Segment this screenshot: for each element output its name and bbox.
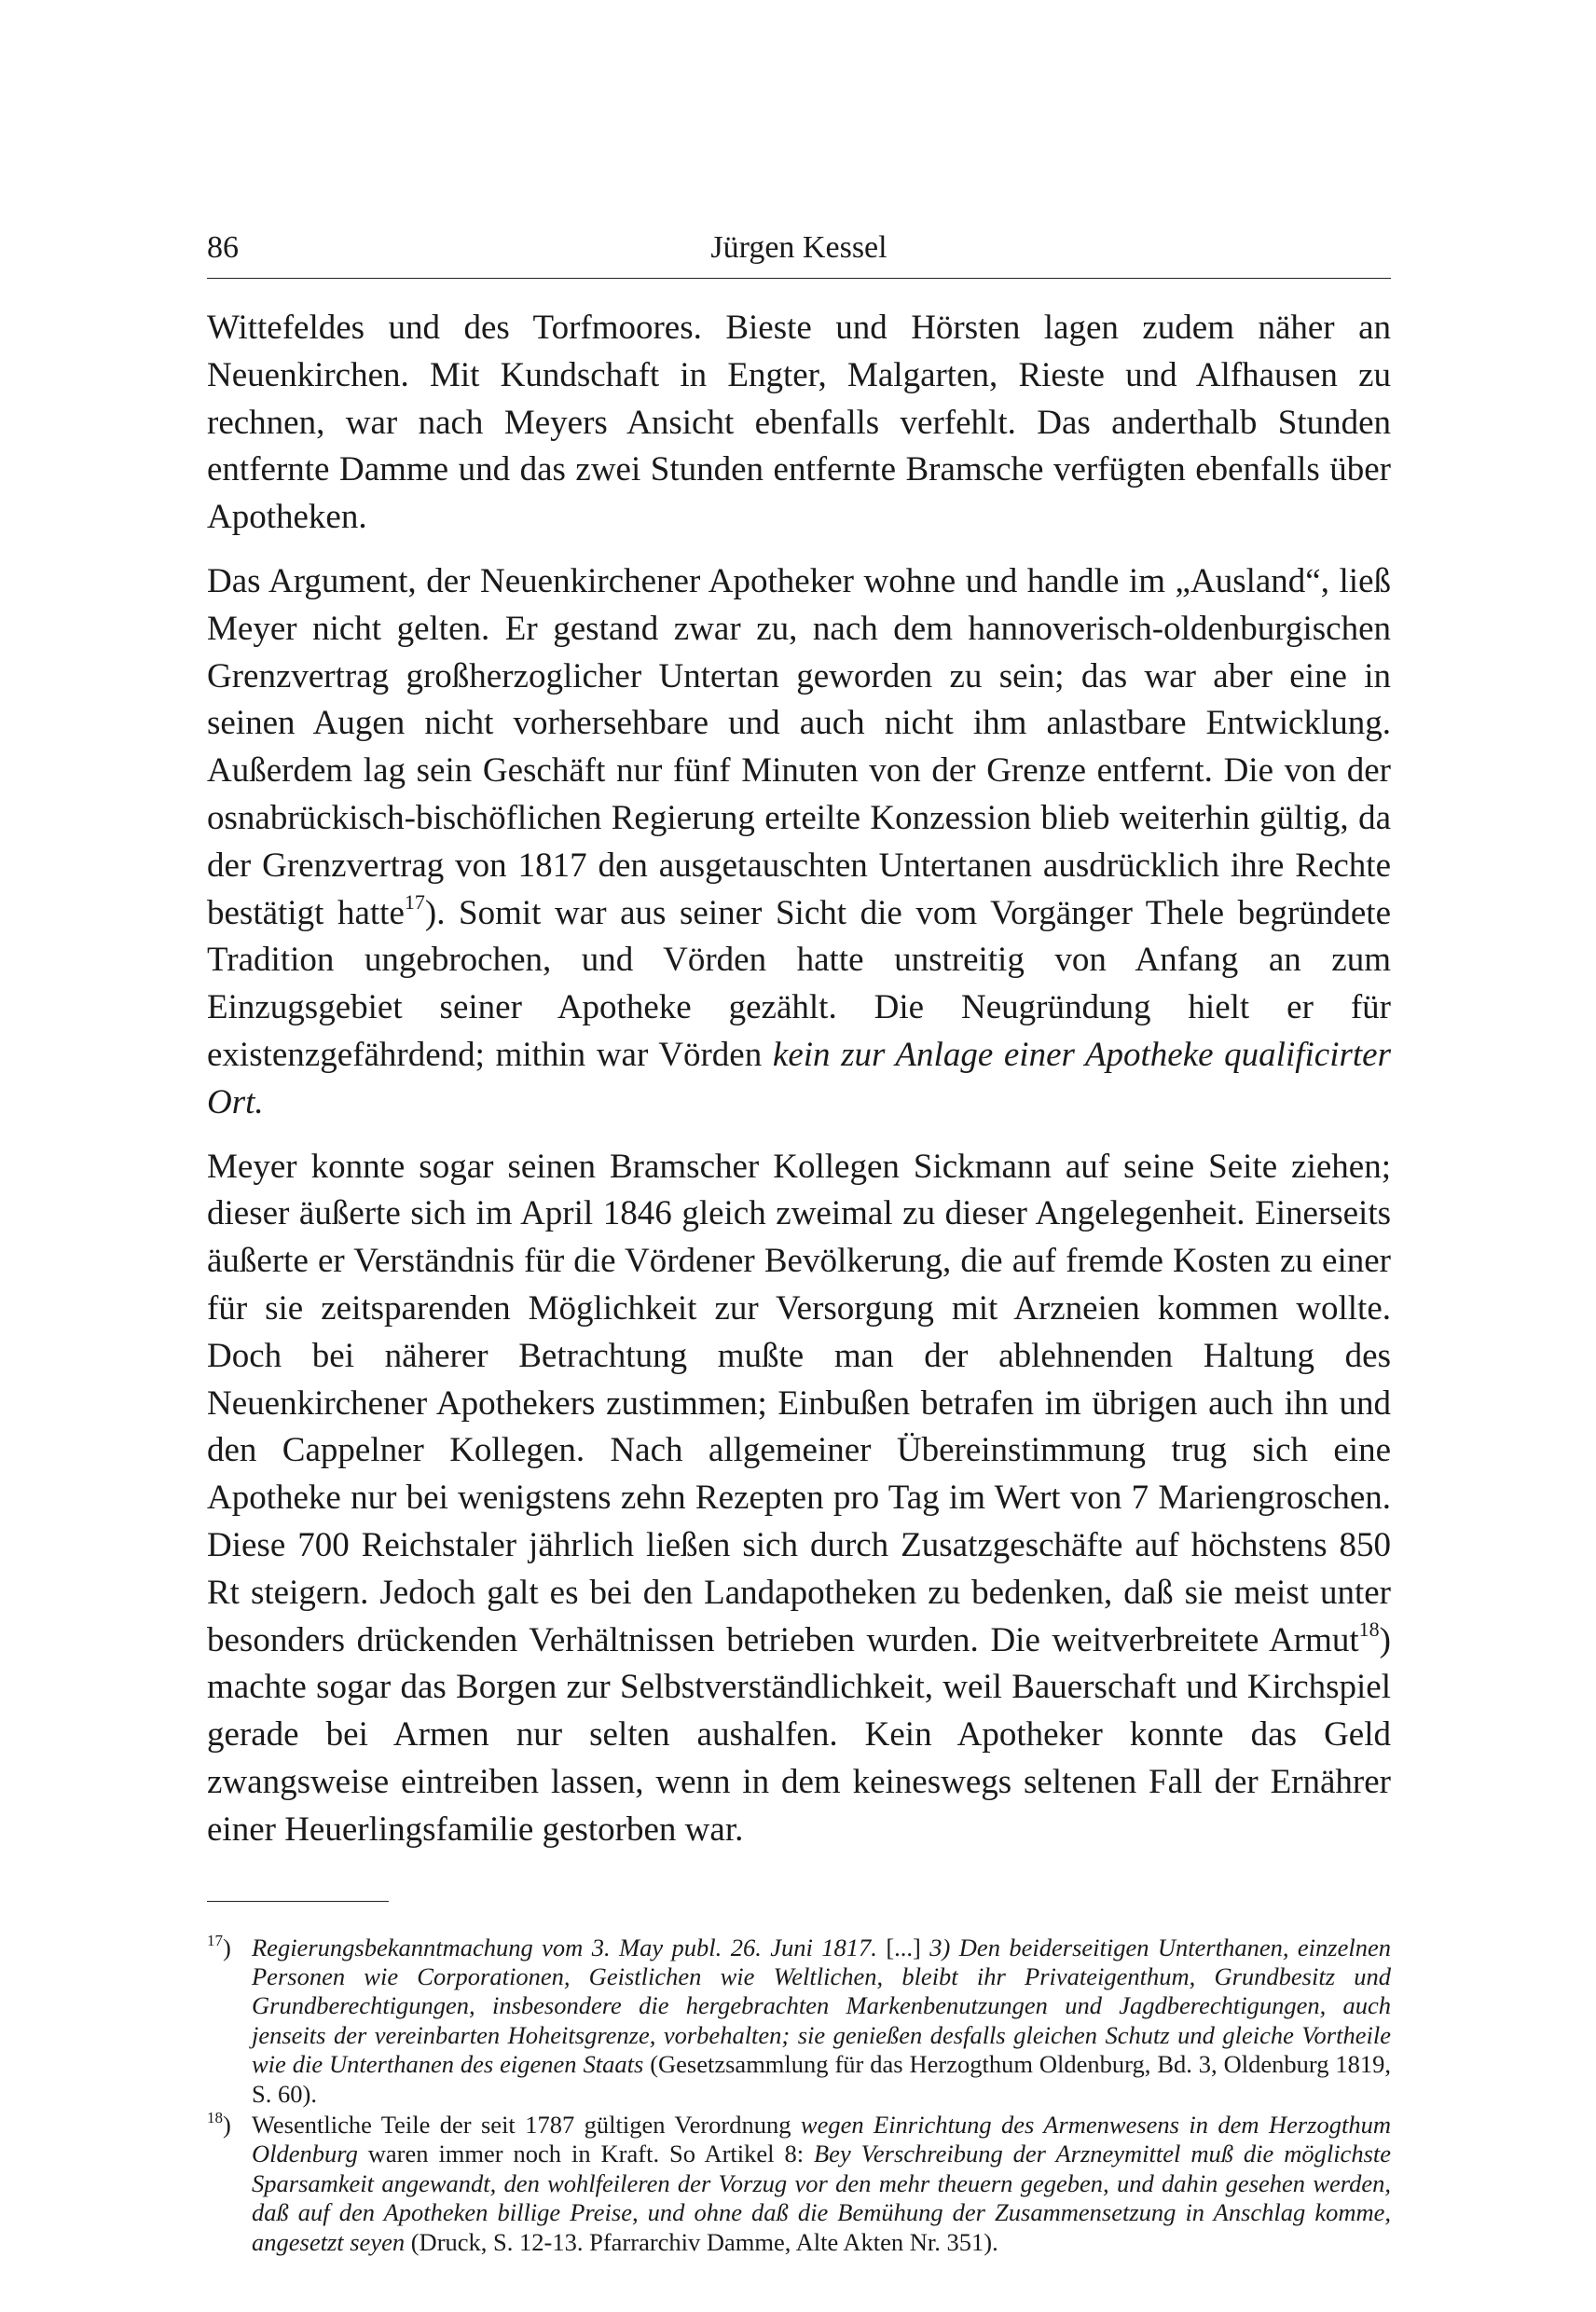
italic-quote: kein zur Anlage einer Apotheke qualificirter Ort. [207, 1035, 1392, 1122]
body-text [207, 305, 1391, 1854]
paragraph-2: Das Argument, der Neuenkirchener Apotheker wohne und handle im „Ausland“, ließ Meyer nicht gelten. Er gestand zwar zu, nach dem hannoverisch-oldenburgischen Grenzvertrag großherzoglicher Untertan geworden zu sein; das war aber eine in seinen Augen nicht vorhersehbare und auch nicht ihm anlastbare Entwicklung. Außerdem lag sein Geschäft nur fünf Minuten von der Grenze entfernt. Die von der osnabrückisch-bischöflichen Regierung erteilte Konzession blieb weiterhin gültig, da der Grenzvertrag von 1817 den ausgetauschten Untertanen ausdrücklich ihre Rechte bestätigt hatte$^{17}$). Somit war aus seiner Sicht die vom Vorgänger Thele begründete Tradition ungebrochen, und Vörden hatte unstreitig von Anfang an zum Einzugsgebiet seiner Apotheke gezählt. Die Neugründung hielt er für existenzgefährdend; mithin war Vörden kein zur Anlage einer Apotheke qualificirter Ort. [207, 561, 1392, 1122]
page [207, 224, 1391, 2259]
paragraph-3: Meyer konnte sogar seinen Bramscher Kollegen Sickmann auf seine Seite ziehen; dieser äußerte sich im April 1846 gleich zweimal zu dieser Angelegenheit. Einerseits äußerte er Verständnis für die Vördener Bevölkerung, die auf fremde Kosten zu einer für sie zeitsparenden Möglichkeit zur Versorgung mit Arzneien kommen wollte. Doch bei näherer Betrachtung mußte man der ablehnenden Haltung des Neuenkirchener Apothekers zustimmen; Einbußen betrafen im übrigen auch ihn und den Cappelner Kollegen. Nach allgemeiner Übereinstimmung trug sich eine Apotheke nur bei wenigstens zehn Rezepten pro Tag im Wert von 7 Mariengroschen. Diese 700 Reichstaler jährlich ließen sich durch Zusatzgeschäfte auf höchstens 850 Rt steigern. Jedoch galt es bei den Landapotheken zu bedenken, daß sie meist unter besonders drückenden Verhältnissen betrieben wurden. Die weitverbreitete Armut$^{18}$) machte sogar das Borgen zur Selbstverständlichkeit, weil Bauerschaft und Kirchspiel gerade bei Armen nur selten aushalfen. Kein Apotheker konnte das Geld zwangsweise eintreiben lassen, wenn in dem keineswegs seltenen Fall der Ernährer einer Heuerlingsfamilie gestorben war. [207, 1147, 1391, 1849]
footnote-ref-18[interactable]: 18 [1358, 1617, 1380, 1642]
page-number: 86 [207, 230, 239, 265]
running-header [207, 224, 1391, 272]
footnote-mark: $^{18}$) [207, 2109, 231, 2139]
footnote-18: $^{18}$) Wesentliche Teile der seit 1787 gültigen Verordnung wegen Einrichtung des Armenwesens in dem Herzogthum Oldenburg waren immer noch in Kraft. So Artikel 8: Bey Verschreibung der Arzneymittel muß die möglichste Sparsamkeit angewandt, den wohlfeileren der Vorzug vor den mehr theuern gegeben, und dahin gesehen werden, daß auf den Apotheken billige Preise, und ohne daß die Bemühung der Zusammensetzung in Anschlag komme, angesetzt seyen (Druck, S. 12-13. Pfarrarchiv Damme, Alte Akten Nr. 351). [207, 2109, 1392, 2256]
paragraph-1: Wittefeldes und des Torfmoores. Bieste und Hörsten lagen zudem näher an Neuenkirchen. Mit Kundschaft in Engter, Malgarten, Rieste und Alfhausen zu rechnen, war nach Meyers Ansicht ebenfalls verfehlt. Das anderthalb Stunden entfernte Damme und das zwei Stunden entfernte Bramsche verfügten ebenfalls über Apotheken. [207, 309, 1391, 537]
footnote-rule [207, 1901, 389, 1902]
footnote-17: $^{17}$) Regierungsbekanntmachung vom 3. May publ. 26. Juni 1817. [...] 3) Den beiderseitigen Unterthanen, einzelnen Personen wie Corporationen, Geistlichen wie Weltlichen, bleibt ihr Privateigenthum, Grundbesitz und Grundberechtigungen, insbesondere die hergebrachten Markenbenutzungen und Jagdberechtigungen, auch jenseits der vereinbarten Hoheitsgrenze, vorbehalten; sie genießen desfalls gleichen Schutz und gleiche Vortheile wie die Unterthanen des eigenen Staats (Gesetzsammlung für das Herzogthum Oldenburg, Bd. 3, Oldenburg 1819, S. 60). [207, 1931, 1391, 2108]
footnote-mark: $^{17}$) [207, 1931, 231, 1961]
running-title: Jürgen Kessel [710, 230, 887, 265]
footnote-ref-17[interactable]: 17 [404, 890, 425, 915]
header-rule [207, 278, 1391, 279]
